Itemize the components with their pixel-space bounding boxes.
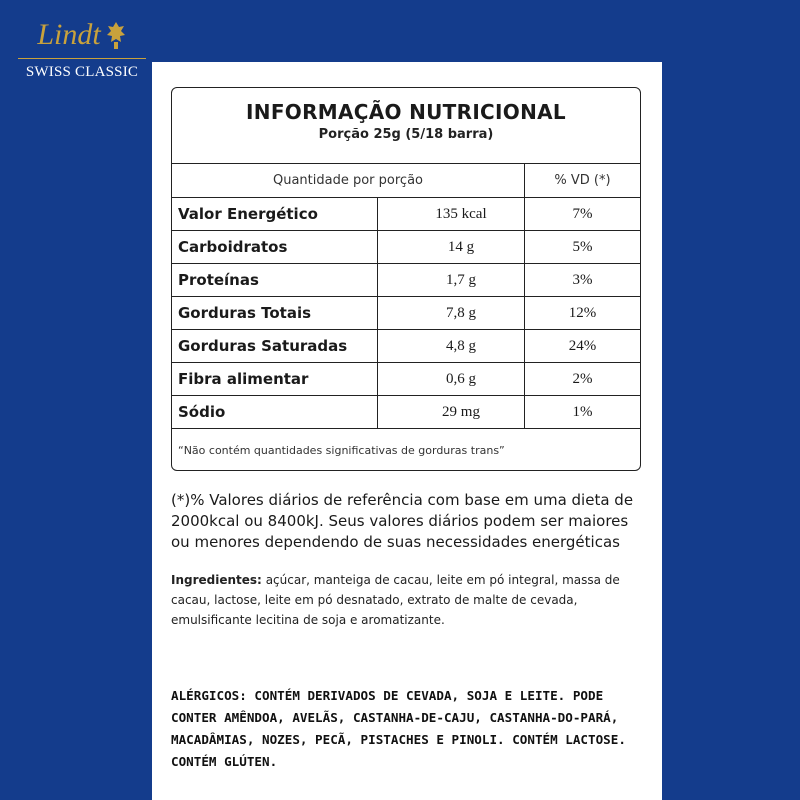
nutrient-name: Proteínas [172,264,378,296]
brand-block [18,18,146,81]
nutrient-vd: 5% [572,238,593,255]
nutrition-title: INFORMAÇÃO NUTRICIONAL [246,100,566,124]
label-panel [152,62,662,800]
nutrient-name: Sódio [172,396,378,428]
table-row [172,330,640,363]
nutrient-name: Valor Energético [172,198,378,230]
nutrient-quantity: 1,7 g [378,264,525,296]
table-row [172,264,640,297]
table-row [172,198,640,231]
column-header-row [172,164,640,198]
nutrient-quantity: 135 kcal [378,198,525,230]
brand-subtitle: SWISS CLASSIC [25,64,139,80]
nutrient-name: Carboidratos [172,231,378,263]
portion-size: Porção 25g (5/18 barra) [318,127,494,142]
allergens-warning: ALÉRGICOS: CONTÉM DERIVADOS DE CEVADA, SOJA E LEITE. PODE CONTER AMÊNDOA, AVELÃS, CASTANHA-DE-CAJU, CASTANHA-DO-PARÁ, MACADÂMIAS, NOZES, PECÃ, PISTACHES E PINOLI. CONTÉM LACTOSE. CONTÉM GLÚTEN. [171,688,626,769]
ingredients-label: Ingredientes: [171,573,262,587]
column-header-quantity: Quantidade por porção [172,164,525,197]
table-row [172,231,640,264]
nutrient-vd: 2% [572,370,593,387]
nutrient-vd: 7% [572,205,593,222]
nutrient-vd: 3% [572,271,593,288]
nutrition-table [171,87,641,471]
nutrient-vd: 24% [568,337,597,354]
nutrient-quantity: 7,8 g [378,297,525,329]
column-header-vd: % VD (*) [554,173,611,188]
nutrient-quantity: 0,6 g [378,363,525,395]
table-row [172,396,640,429]
brand-divider [18,58,146,59]
nutrient-name: Fibra alimentar [172,363,378,395]
lion-crest-icon [105,20,127,50]
table-row [172,363,640,396]
nutrient-quantity: 4,8 g [378,330,525,362]
ingredients-text: açúcar, manteiga de cacau, leite em pó integral, massa de cacau, lactose, leite em pó desnatado, extrato de malte de cevada, emulsificante lecitina de soja e aromatizante. [171,573,620,627]
nutrient-quantity: 29 mg [378,396,525,428]
nutrient-vd: 1% [572,403,593,420]
nutrient-quantity: 14 g [378,231,525,263]
nutrient-vd: 12% [568,304,597,321]
brand-logo [18,18,146,52]
nutrient-name: Gorduras Saturadas [172,330,378,362]
nutrition-header [172,88,640,164]
ingredients-block [171,570,653,630]
nutrient-name: Gorduras Totais [172,297,378,329]
table-row [172,297,640,330]
daily-value-note: (*)% Valores diários de referência com base em uma dieta de 2000kcal ou 8400kJ. Seus valores diários podem ser maiores ou menores dependendo de suas necessidades energéticas [171,491,634,551]
brand-logo-text: Lindt [37,18,101,51]
trans-fat-footnote: “Não contém quantidades significativas de gorduras trans” [178,444,505,457]
